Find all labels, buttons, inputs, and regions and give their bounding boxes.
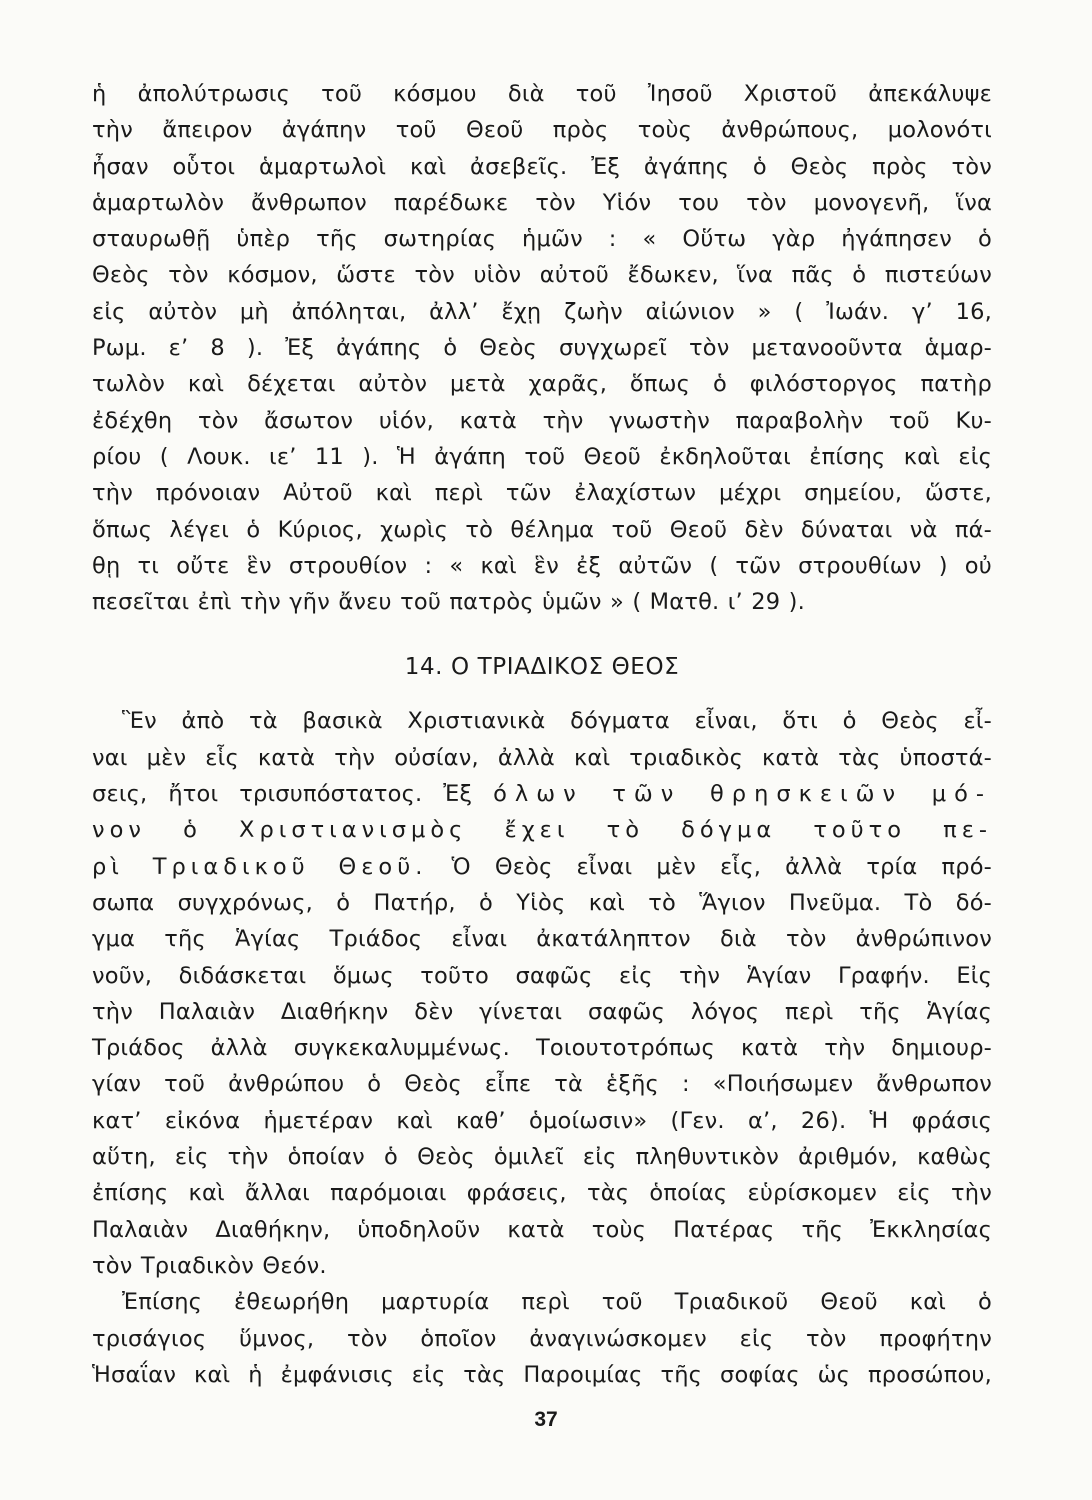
- paragraph-trinity: [92, 703, 992, 1284]
- text-line: τὴν πρόνοιαν Αὐτοῦ καὶ περὶ τῶν ἐλαχίστων μέχρι σημείου, ὥστε,: [92, 480, 992, 507]
- text-line: αὕτη, εἰς τὴν ὁποίαν ὁ Θεὸς ὁμιλεῖ εἰς πληθυντικὸν ἀριθμόν, καθὼς: [92, 1144, 992, 1171]
- emphasized-text: ρὶ Τριαδικοῦ Θεοῦ.: [92, 853, 428, 880]
- text-line: Θεὸς τὸν κόσμον, ὥστε τὸν υἱὸν αὐτοῦ ἔδωκεν, ἵνα πᾶς ὁ πιστεύων: [92, 262, 992, 289]
- text-line: [92, 776, 992, 812]
- page-number: 37: [534, 1408, 558, 1431]
- text-line: τωλὸν καὶ δέχεται αὐτὸν μετὰ χαρᾶς, ὅπως ὁ φιλόστοργος πατὴρ: [92, 371, 992, 398]
- text-line: σωπα συγχρόνως, ὁ Πατήρ, ὁ Υἱὸς καὶ τὸ Ἅγιον Πνεῦμα. Τὸ δό-: [92, 889, 992, 916]
- text-line: κατ’ εἰκόνα ἡμετέραν καὶ καθ’ ὁμοίωσιν» (Γεν. α’, 26). Ἡ φράσις: [92, 1107, 992, 1134]
- text-line: Ἡσαΐαν καὶ ἡ ἐμφάνισις εἰς τὰς Παροιμίας τῆς σοφίας ὡς προσώπου,: [92, 1361, 992, 1388]
- page-body: [92, 76, 992, 1393]
- text-line: ἁμαρτωλὸν ἄνθρωπον παρέδωκε τὸν Υἱόν του τὸν μονογενῆ, ἵνα: [92, 189, 992, 216]
- text-line: τὴν Παλαιὰν Διαθήκην δὲν γίνεται σαφῶς λόγος περὶ τῆς Ἁγίας: [92, 998, 992, 1025]
- text-line: [92, 849, 992, 885]
- emphasized-text-line: νον ὁ Χριστιανισμὸς ἔχει τὸ δόγμα τοῦτο πε-: [92, 817, 992, 844]
- text-line: νοῦν, διδάσκεται ὅμως τοῦτο σαφῶς εἰς τὴν Ἁγίαν Γραφήν. Εἰς: [92, 962, 992, 989]
- text-line: τὸν Τριαδικὸν Θεόν.: [92, 1252, 327, 1279]
- text-line: Ἐπίσης ἐθεωρήθη μαρτυρία περὶ τοῦ Τριαδικοῦ Θεοῦ καὶ ὁ: [122, 1289, 992, 1316]
- text-line: Τριάδος ἀλλὰ συγκεκαλυμμένως. Τοιουτοτρόπως κατὰ τὴν δημιουρ-: [92, 1035, 992, 1062]
- text-segment: Ὁ Θεὸς εἶναι μὲν εἷς, ἀλλὰ τρία πρό-: [451, 853, 993, 880]
- text-line: Ἓν ἀπὸ τὰ βασικὰ Χριστιανικὰ δόγματα εἶναι, ὅτι ὁ Θεὸς εἶ-: [122, 708, 992, 735]
- text-line: ναι μὲν εἷς κατὰ τὴν οὐσίαν, ἀλλὰ καὶ τριαδικὸς κατὰ τὰς ὑποστά-: [92, 744, 992, 771]
- text-line: γίαν τοῦ ἀνθρώπου ὁ Θεὸς εἶπε τὰ ἑξῆς : «Ποιήσωμεν ἄνθρωπον: [92, 1071, 992, 1098]
- text-line: εἰς αὐτὸν μὴ ἀπόληται, ἀλλ’ ἔχῃ ζωὴν αἰώνιον » ( Ἰωάν. γ’ 16,: [92, 298, 992, 325]
- paragraph-redemption: [92, 76, 992, 620]
- text-line: ἐδέχθη τὸν ἄσωτον υἱόν, κατὰ τὴν γνωστὴν παραβολὴν τοῦ Κυ-: [92, 407, 992, 434]
- section-heading: 14. Ο ΤΡΙΑΔΙΚΟΣ ΘΕΟΣ: [404, 654, 680, 681]
- text-line: ἐπίσης καὶ ἄλλαι παρόμοιαι φράσεις, τὰς ὁποίας εὑρίσκομεν εἰς τὴν: [92, 1180, 992, 1207]
- text-line: Ρωμ. ε’ 8 ). Ἐξ ἀγάπης ὁ Θεὸς συγχωρεῖ τὸν μετανοοῦντα ἁμαρ-: [92, 335, 992, 362]
- text-line: ρίου ( Λουκ. ιε’ 11 ). Ἡ ἀγάπη τοῦ Θεοῦ ἐκδηλοῦται ἐπίσης καὶ εἰς: [92, 443, 992, 470]
- text-line: πεσεῖται ἐπὶ τὴν γῆν ἄνευ τοῦ πατρὸς ὑμῶν » ( Ματθ. ι’ 29 ).: [92, 589, 805, 616]
- text-line: σταυρωθῇ ὑπὲρ τῆς σωτηρίας ἡμῶν : « Οὕτω γὰρ ἠγάπησεν ὁ: [92, 226, 992, 253]
- emphasized-text: όλων τῶν θρησκειῶν μό-: [493, 781, 992, 808]
- text-line: ἦσαν οὗτοι ἁμαρτωλοὶ καὶ ἀσεβεῖς. Ἐξ ἀγάπης ὁ Θεὸς πρὸς τὸν: [92, 153, 992, 180]
- text-line: θῃ τι οὔτε ἓν στρουθίον : « καὶ ἓν ἐξ αὐτῶν ( τῶν στρουθίων ) οὐ: [92, 552, 992, 579]
- text-line: Παλαιὰν Διαθήκην, ὑποδηλοῦν κατὰ τοὺς Πατέρας τῆς Ἐκκλησίας: [92, 1216, 992, 1243]
- text-segment: σεις, ἤτοι τρισυπόστατος. Ἐξ: [92, 781, 473, 808]
- text-line: γμα τῆς Ἁγίας Τριάδος εἶναι ἀκατάληπτον διὰ τὸν ἀνθρώπινον: [92, 926, 992, 953]
- text-line: ἡ ἀπολύτρωσις τοῦ κόσμου διὰ τοῦ Ἰησοῦ Χριστοῦ ἀπεκάλυψε: [92, 81, 992, 107]
- paragraph-trisagion: [92, 1284, 992, 1393]
- text-line: τρισάγιος ὕμνος, τὸν ὁποῖον ἀναγινώσκομεν εἰς τὸν προφήτην: [92, 1325, 992, 1352]
- text-line: τὴν ἄπειρον ἀγάπην τοῦ Θεοῦ πρὸς τοὺς ἀνθρώπους, μολονότι: [92, 117, 992, 144]
- text-line: ὅπως λέγει ὁ Κύριος, χωρὶς τὸ θέλημα τοῦ Θεοῦ δὲν δύναται νὰ πά-: [92, 516, 992, 543]
